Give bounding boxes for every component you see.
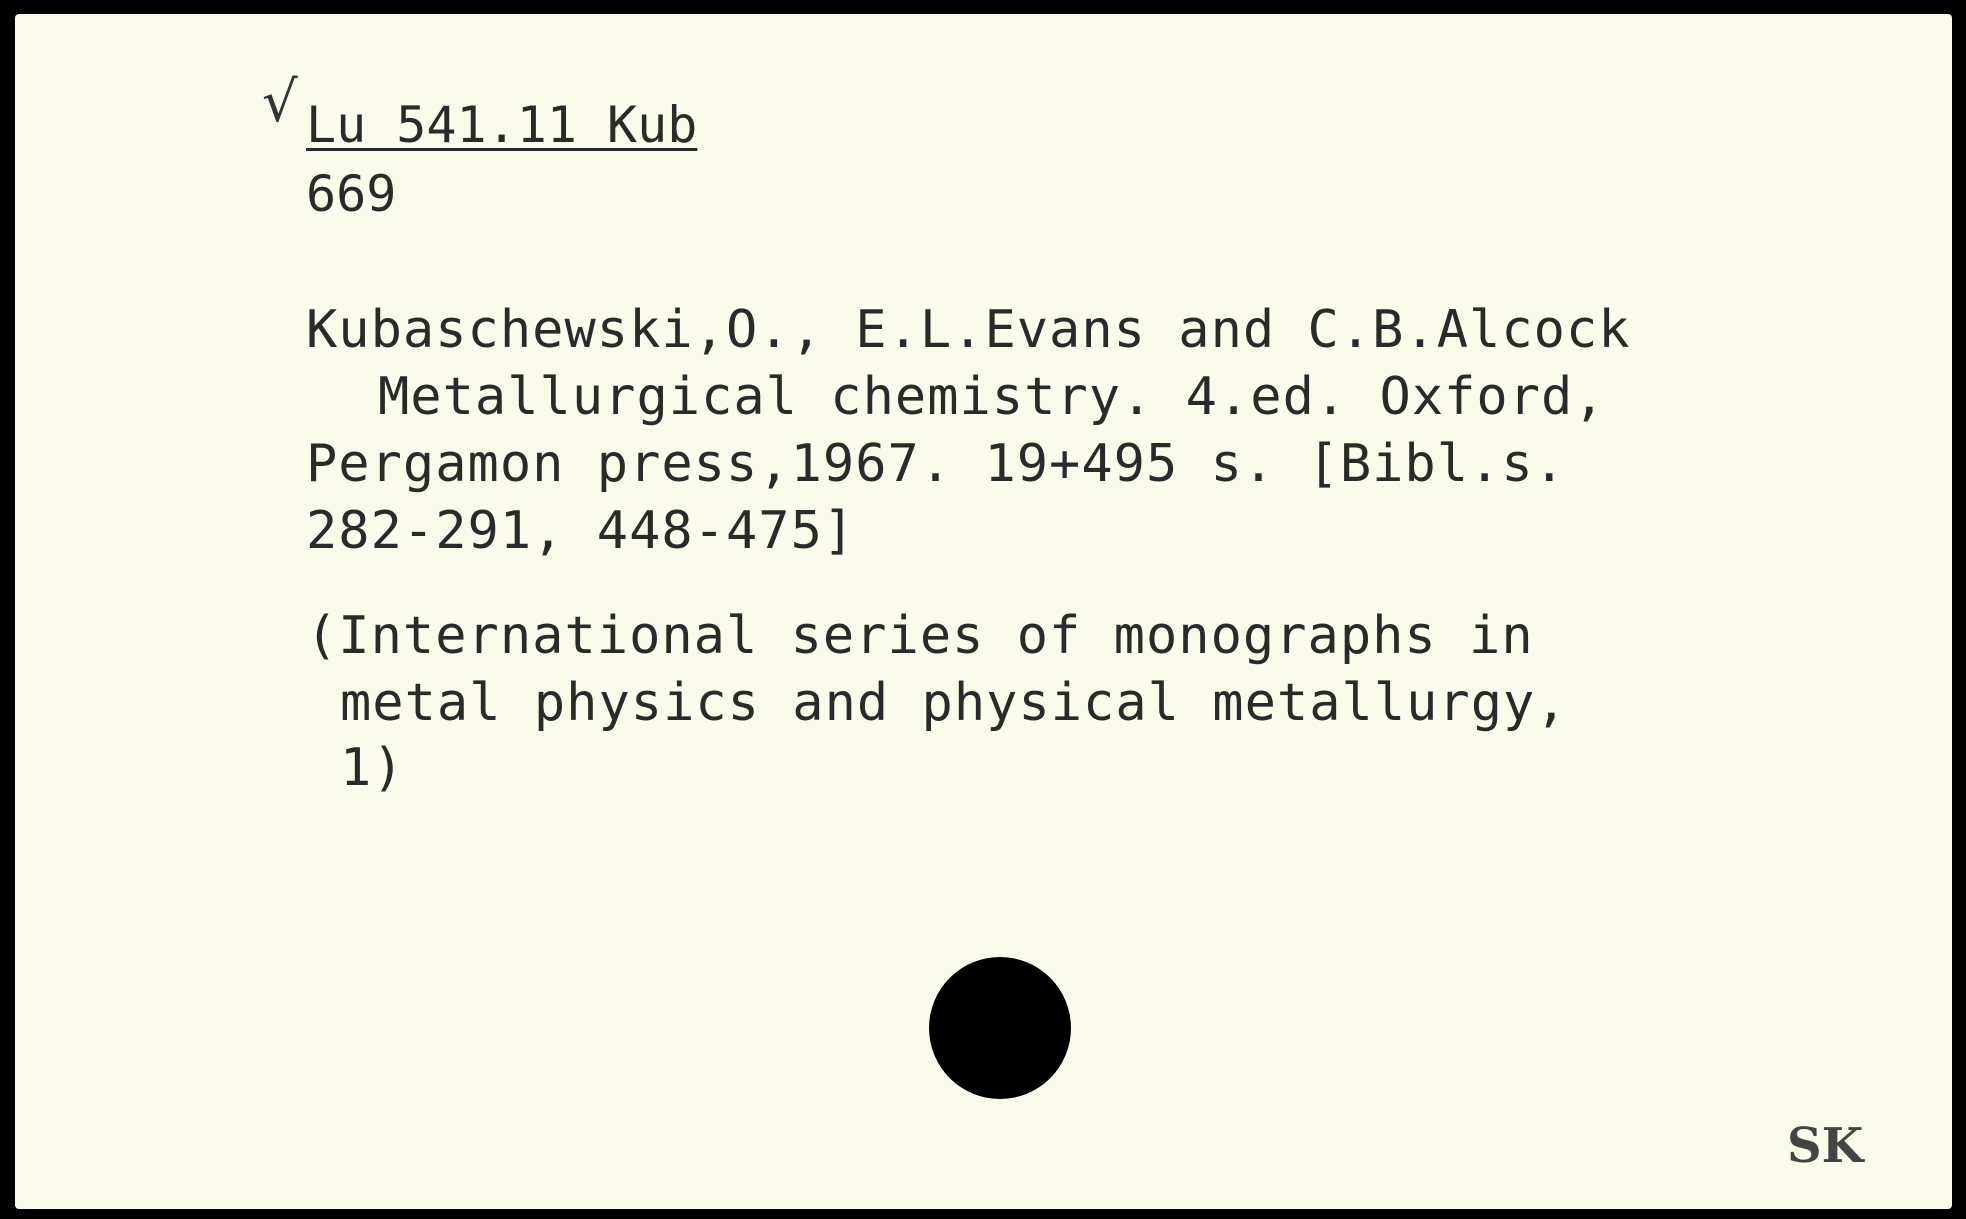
entry-line-title: Metallurgical chemistry. 4.ed. Oxford,: [378, 367, 1606, 427]
series-line-2: metal physics and physical metallurgy,: [340, 673, 1568, 733]
entry-line-publisher: Pergamon press,1967. 19+495 s. [Bibl.s.: [306, 434, 1566, 494]
library-stamp: SK: [1787, 1118, 1864, 1174]
check-mark-icon: √: [262, 70, 298, 135]
series-line-3: 1): [340, 738, 405, 798]
catalog-card: [15, 14, 1952, 1209]
call-number-line-2: 669: [306, 165, 397, 223]
punch-hole: [929, 957, 1071, 1099]
series-line-1: (International series of monographs in: [306, 606, 1534, 666]
entry-line-bibliography: 282-291, 448-475]: [306, 501, 856, 561]
entry-line-authors: Kubaschewski,O., E.L.Evans and C.B.Alcock: [306, 300, 1631, 360]
call-number-line-1: Lu 541.11 Kub: [306, 96, 698, 154]
